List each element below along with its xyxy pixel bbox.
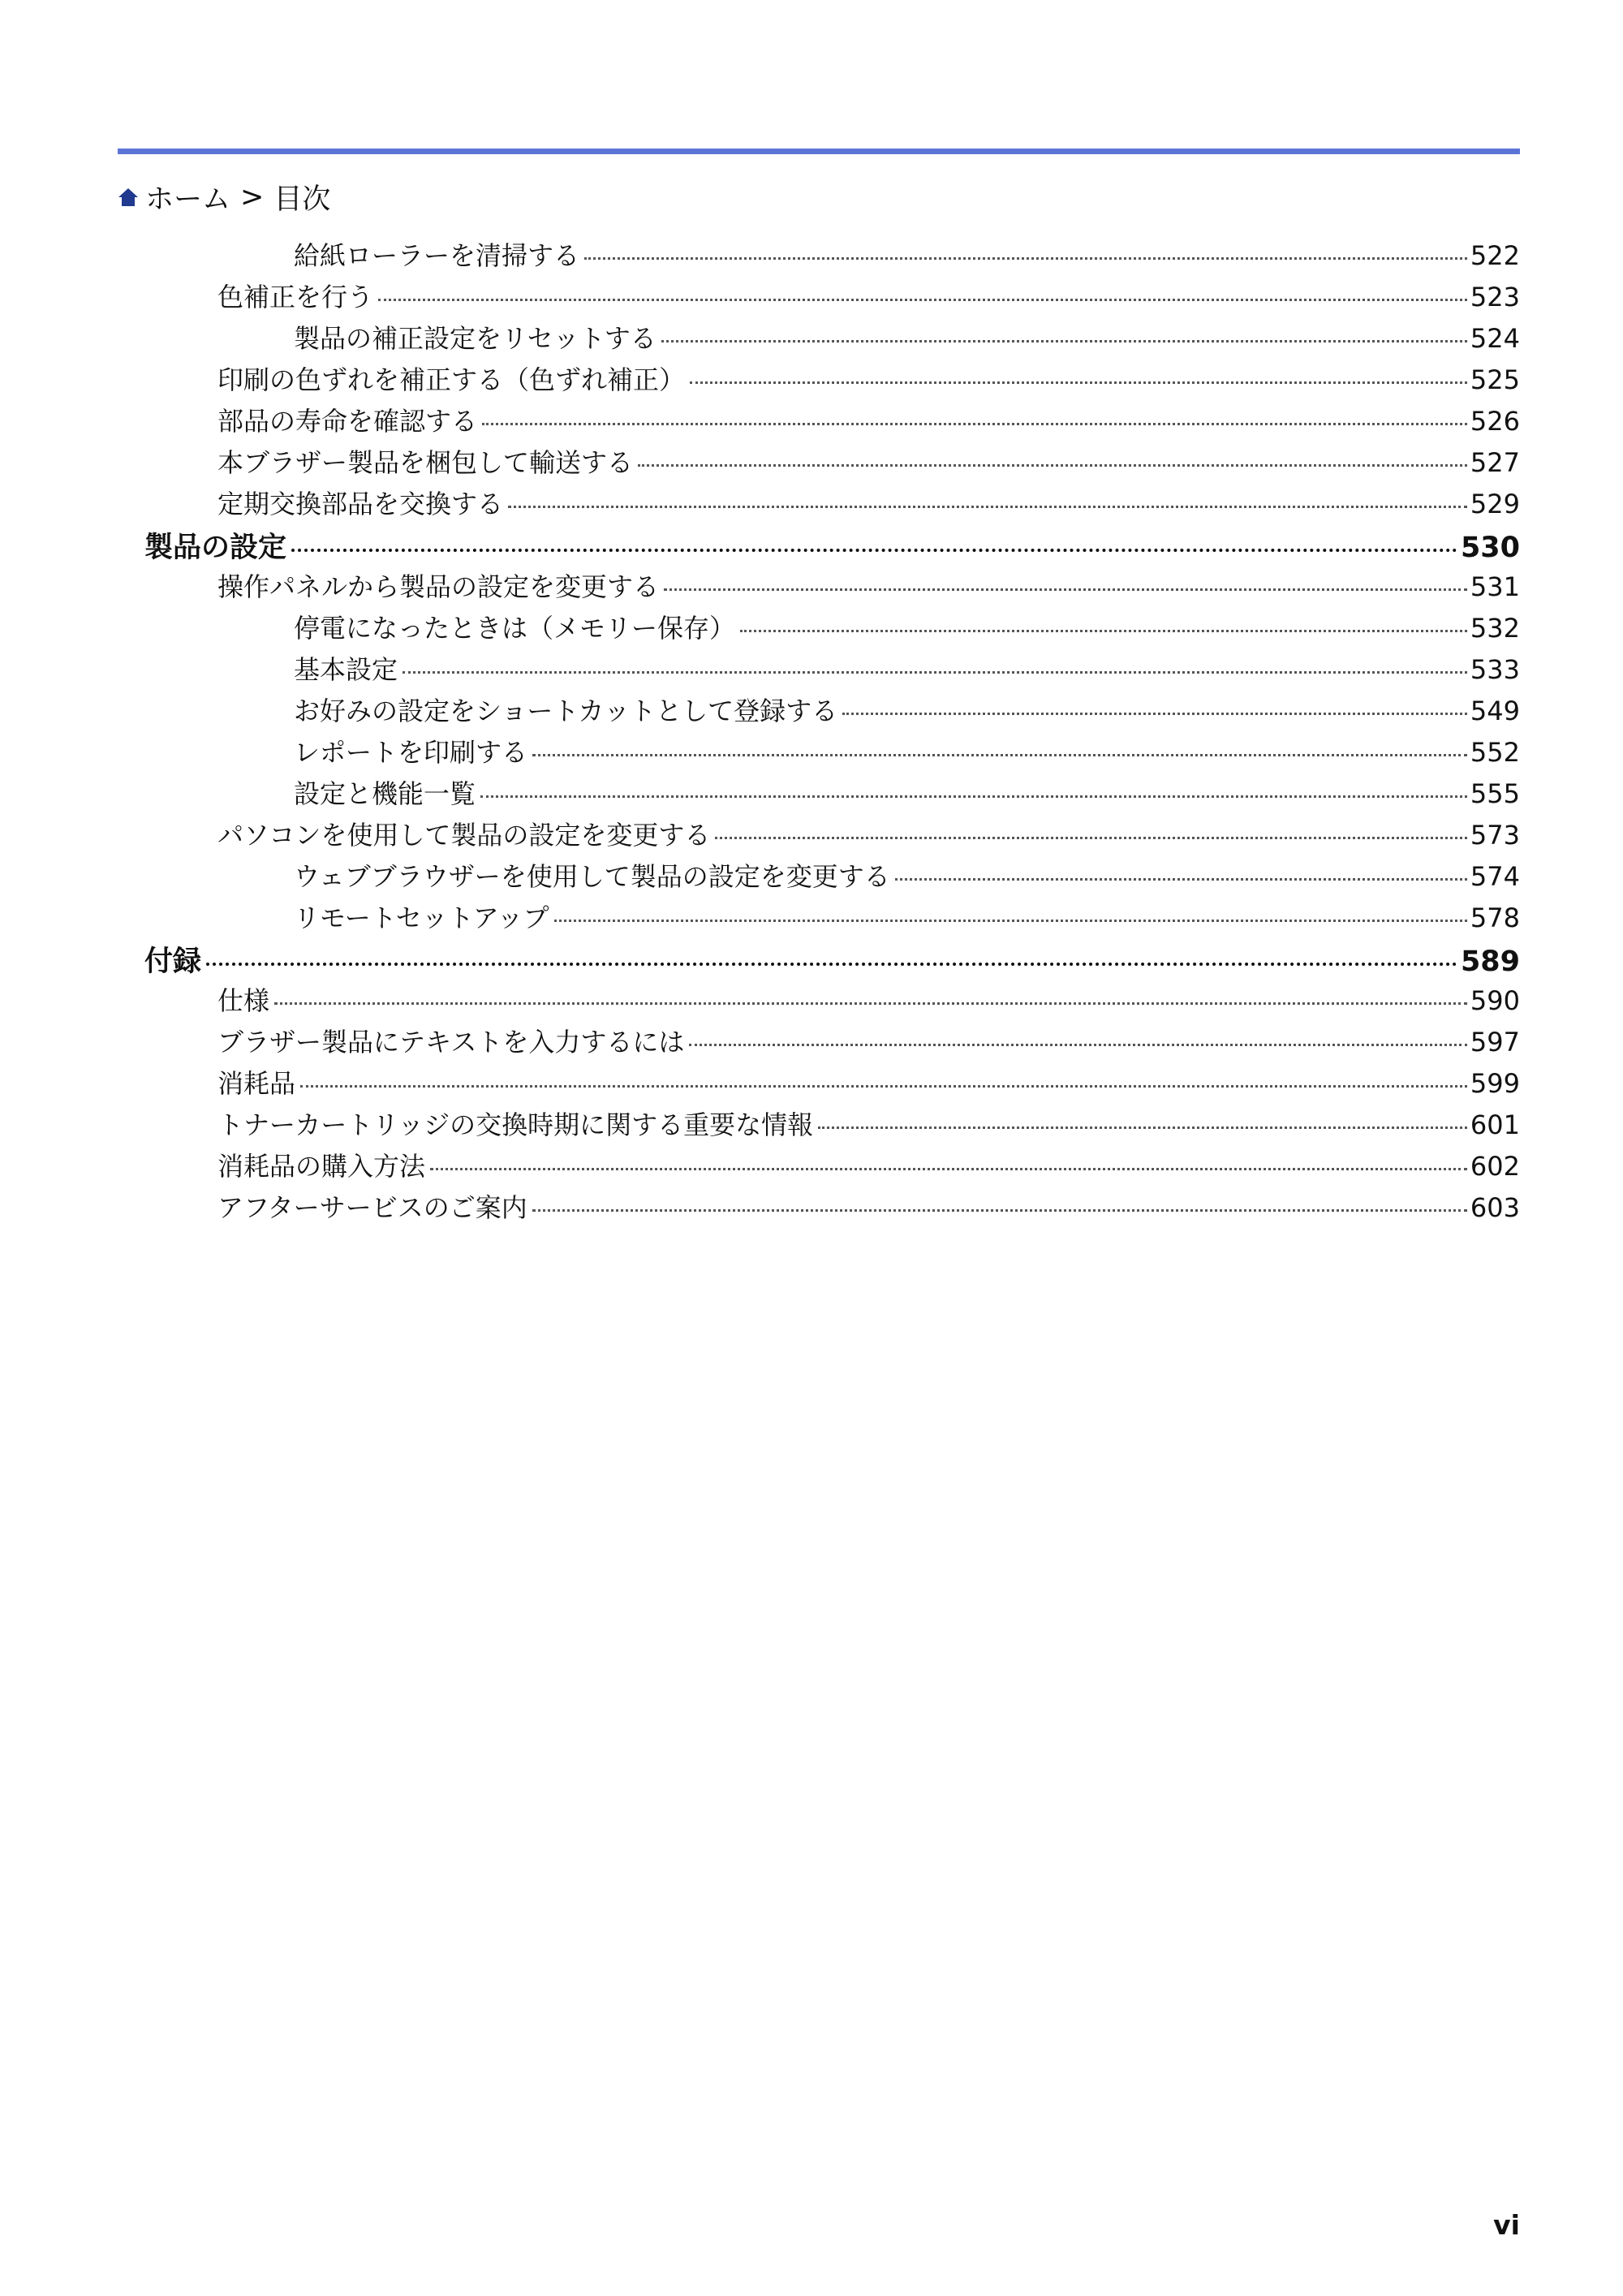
toc-entry-page[interactable]: 525 [1470, 364, 1520, 395]
toc-dot-leader [532, 1209, 1467, 1212]
toc-entry-title[interactable]: 給紙ローラーを清掃する [294, 240, 580, 271]
toc-dot-leader [740, 630, 1467, 632]
toc-entry-page[interactable]: 578 [1470, 902, 1520, 933]
toc-entry-title[interactable]: ウェブブラウザーを使用して製品の設定を変更する [294, 861, 890, 892]
breadcrumb-current: 目次 [273, 183, 331, 216]
toc-entry-page[interactable]: 574 [1470, 861, 1520, 892]
toc-dot-leader [689, 1044, 1467, 1046]
toc-entry-title[interactable]: 操作パネルから製品の設定を変更する [217, 571, 660, 602]
toc-entry-title[interactable]: 設定と機能一覧 [294, 778, 476, 809]
toc-entry-page[interactable]: 529 [1470, 489, 1520, 519]
home-icon[interactable] [118, 187, 139, 208]
toc-entry[interactable] [217, 566, 1520, 602]
toc-entry[interactable] [217, 1105, 1520, 1140]
toc-entry[interactable] [144, 939, 1520, 978]
toc-entry-page[interactable]: 603 [1470, 1192, 1520, 1223]
toc-entry[interactable] [217, 277, 1520, 312]
toc-entry-title[interactable]: 消耗品の購入方法 [217, 1151, 426, 1182]
toc-entry-page[interactable]: 602 [1470, 1151, 1520, 1182]
toc-entry[interactable] [294, 732, 1520, 768]
toc-entry[interactable] [217, 360, 1520, 395]
breadcrumb [118, 177, 330, 218]
toc-dot-leader [661, 340, 1467, 342]
toc-entry-page[interactable]: 599 [1470, 1068, 1520, 1099]
toc-entry[interactable] [294, 318, 1520, 354]
page-number: vi [1493, 2209, 1520, 2241]
toc-dot-leader [430, 1168, 1467, 1170]
toc-entry-title[interactable]: トナーカートリッジの交換時期に関する重要な情報 [217, 1109, 814, 1140]
toc-entry-page[interactable]: 601 [1470, 1109, 1520, 1140]
toc-dot-leader [300, 1085, 1467, 1088]
toc-entry-title[interactable]: 停電になったときは（メモリー保存） [294, 613, 736, 644]
toc-entry-page[interactable]: 523 [1470, 282, 1520, 312]
toc-entry-title[interactable]: 色補正を行う [217, 282, 374, 312]
toc-entry-page[interactable]: 589 [1460, 946, 1520, 978]
toc-entry[interactable] [217, 1146, 1520, 1182]
toc-entry-page[interactable]: 530 [1460, 532, 1520, 564]
toc-entry[interactable] [217, 442, 1520, 478]
toc-entry[interactable] [294, 608, 1520, 644]
toc-dot-leader [508, 506, 1467, 508]
toc-dot-leader [482, 423, 1467, 425]
toc-entry[interactable] [294, 649, 1520, 685]
toc-entry-title[interactable]: 製品の補正設定をリセットする [294, 323, 657, 354]
toc-dot-leader [532, 754, 1467, 756]
toc-entry[interactable] [217, 980, 1520, 1016]
toc-entry-title[interactable]: 本ブラザー製品を梱包して輸送する [217, 447, 634, 478]
toc-entry-title[interactable]: 製品の設定 [144, 532, 287, 564]
toc-entry[interactable] [294, 235, 1520, 271]
toc-entry-page[interactable]: 532 [1470, 613, 1520, 644]
toc-entry-page[interactable]: 527 [1470, 447, 1520, 478]
toc-dot-leader [554, 920, 1467, 922]
toc-dot-leader [638, 464, 1467, 467]
toc-entry-page[interactable]: 531 [1470, 571, 1520, 602]
toc-entry-title[interactable]: 印刷の色ずれを補正する（色ずれ補正） [217, 364, 686, 395]
toc-entry-title[interactable]: 仕様 [217, 985, 270, 1016]
toc-dot-leader [842, 713, 1467, 715]
toc-entry-page[interactable]: 573 [1470, 820, 1520, 851]
toc-dot-leader [895, 878, 1467, 881]
toc-entry-page[interactable]: 549 [1470, 696, 1520, 726]
toc-entry-page[interactable]: 533 [1470, 654, 1520, 685]
toc-entry-page[interactable]: 522 [1470, 240, 1520, 271]
toc-dot-leader [378, 299, 1467, 301]
toc-entry[interactable] [217, 401, 1520, 437]
toc-dot-leader [664, 588, 1467, 591]
toc-entry[interactable] [294, 773, 1520, 809]
toc-entry-title[interactable]: 基本設定 [294, 654, 398, 685]
toc-entry-page[interactable]: 555 [1470, 778, 1520, 809]
toc-entry-title[interactable]: レポートを印刷する [294, 737, 528, 768]
breadcrumb-home-link[interactable]: ホーム [145, 183, 231, 216]
toc-dot-leader [206, 963, 1457, 966]
toc-dot-leader [690, 381, 1467, 384]
toc-entry-page[interactable]: 590 [1470, 985, 1520, 1016]
toc-entry[interactable] [294, 898, 1520, 933]
toc-entry[interactable] [217, 1187, 1520, 1223]
toc-dot-leader [584, 257, 1467, 260]
toc-entry[interactable] [217, 484, 1520, 519]
breadcrumb-separator: > [240, 181, 265, 213]
toc-entry-page[interactable]: 597 [1470, 1027, 1520, 1058]
toc-dot-leader [274, 1002, 1467, 1005]
toc-entry-title[interactable]: パソコンを使用して製品の設定を変更する [217, 820, 711, 851]
toc-entry[interactable] [144, 525, 1520, 564]
toc-entry-page[interactable]: 526 [1470, 406, 1520, 437]
toc-entry-title[interactable]: 部品の寿命を確認する [217, 406, 478, 437]
toc-dot-leader [715, 837, 1467, 839]
toc-dot-leader [291, 549, 1457, 552]
toc-entry[interactable] [294, 691, 1520, 726]
toc-dot-leader [818, 1126, 1467, 1129]
toc-entry-title[interactable]: 定期交換部品を交換する [217, 489, 504, 519]
toc-entry-title[interactable]: 消耗品 [217, 1068, 296, 1099]
toc-entry-page[interactable]: 524 [1470, 323, 1520, 354]
header-rule [118, 149, 1520, 154]
toc-entry-title[interactable]: 付録 [144, 946, 202, 978]
toc-entry[interactable] [217, 815, 1520, 851]
toc-entry-page[interactable]: 552 [1470, 737, 1520, 768]
toc-entry-title[interactable]: ブラザー製品にテキストを入力するには [217, 1027, 685, 1058]
toc-entry[interactable] [217, 1063, 1520, 1099]
toc-entry-title[interactable]: リモートセットアップ [294, 902, 549, 933]
toc-entry-title[interactable]: アフターサービスのご案内 [217, 1192, 527, 1223]
toc-dot-leader [403, 671, 1467, 674]
toc-dot-leader [480, 795, 1467, 798]
toc-entry-title[interactable]: お好みの設定をショートカットとして登録する [294, 696, 838, 726]
toc-entry[interactable] [294, 856, 1520, 892]
toc-entry[interactable] [217, 1022, 1520, 1058]
